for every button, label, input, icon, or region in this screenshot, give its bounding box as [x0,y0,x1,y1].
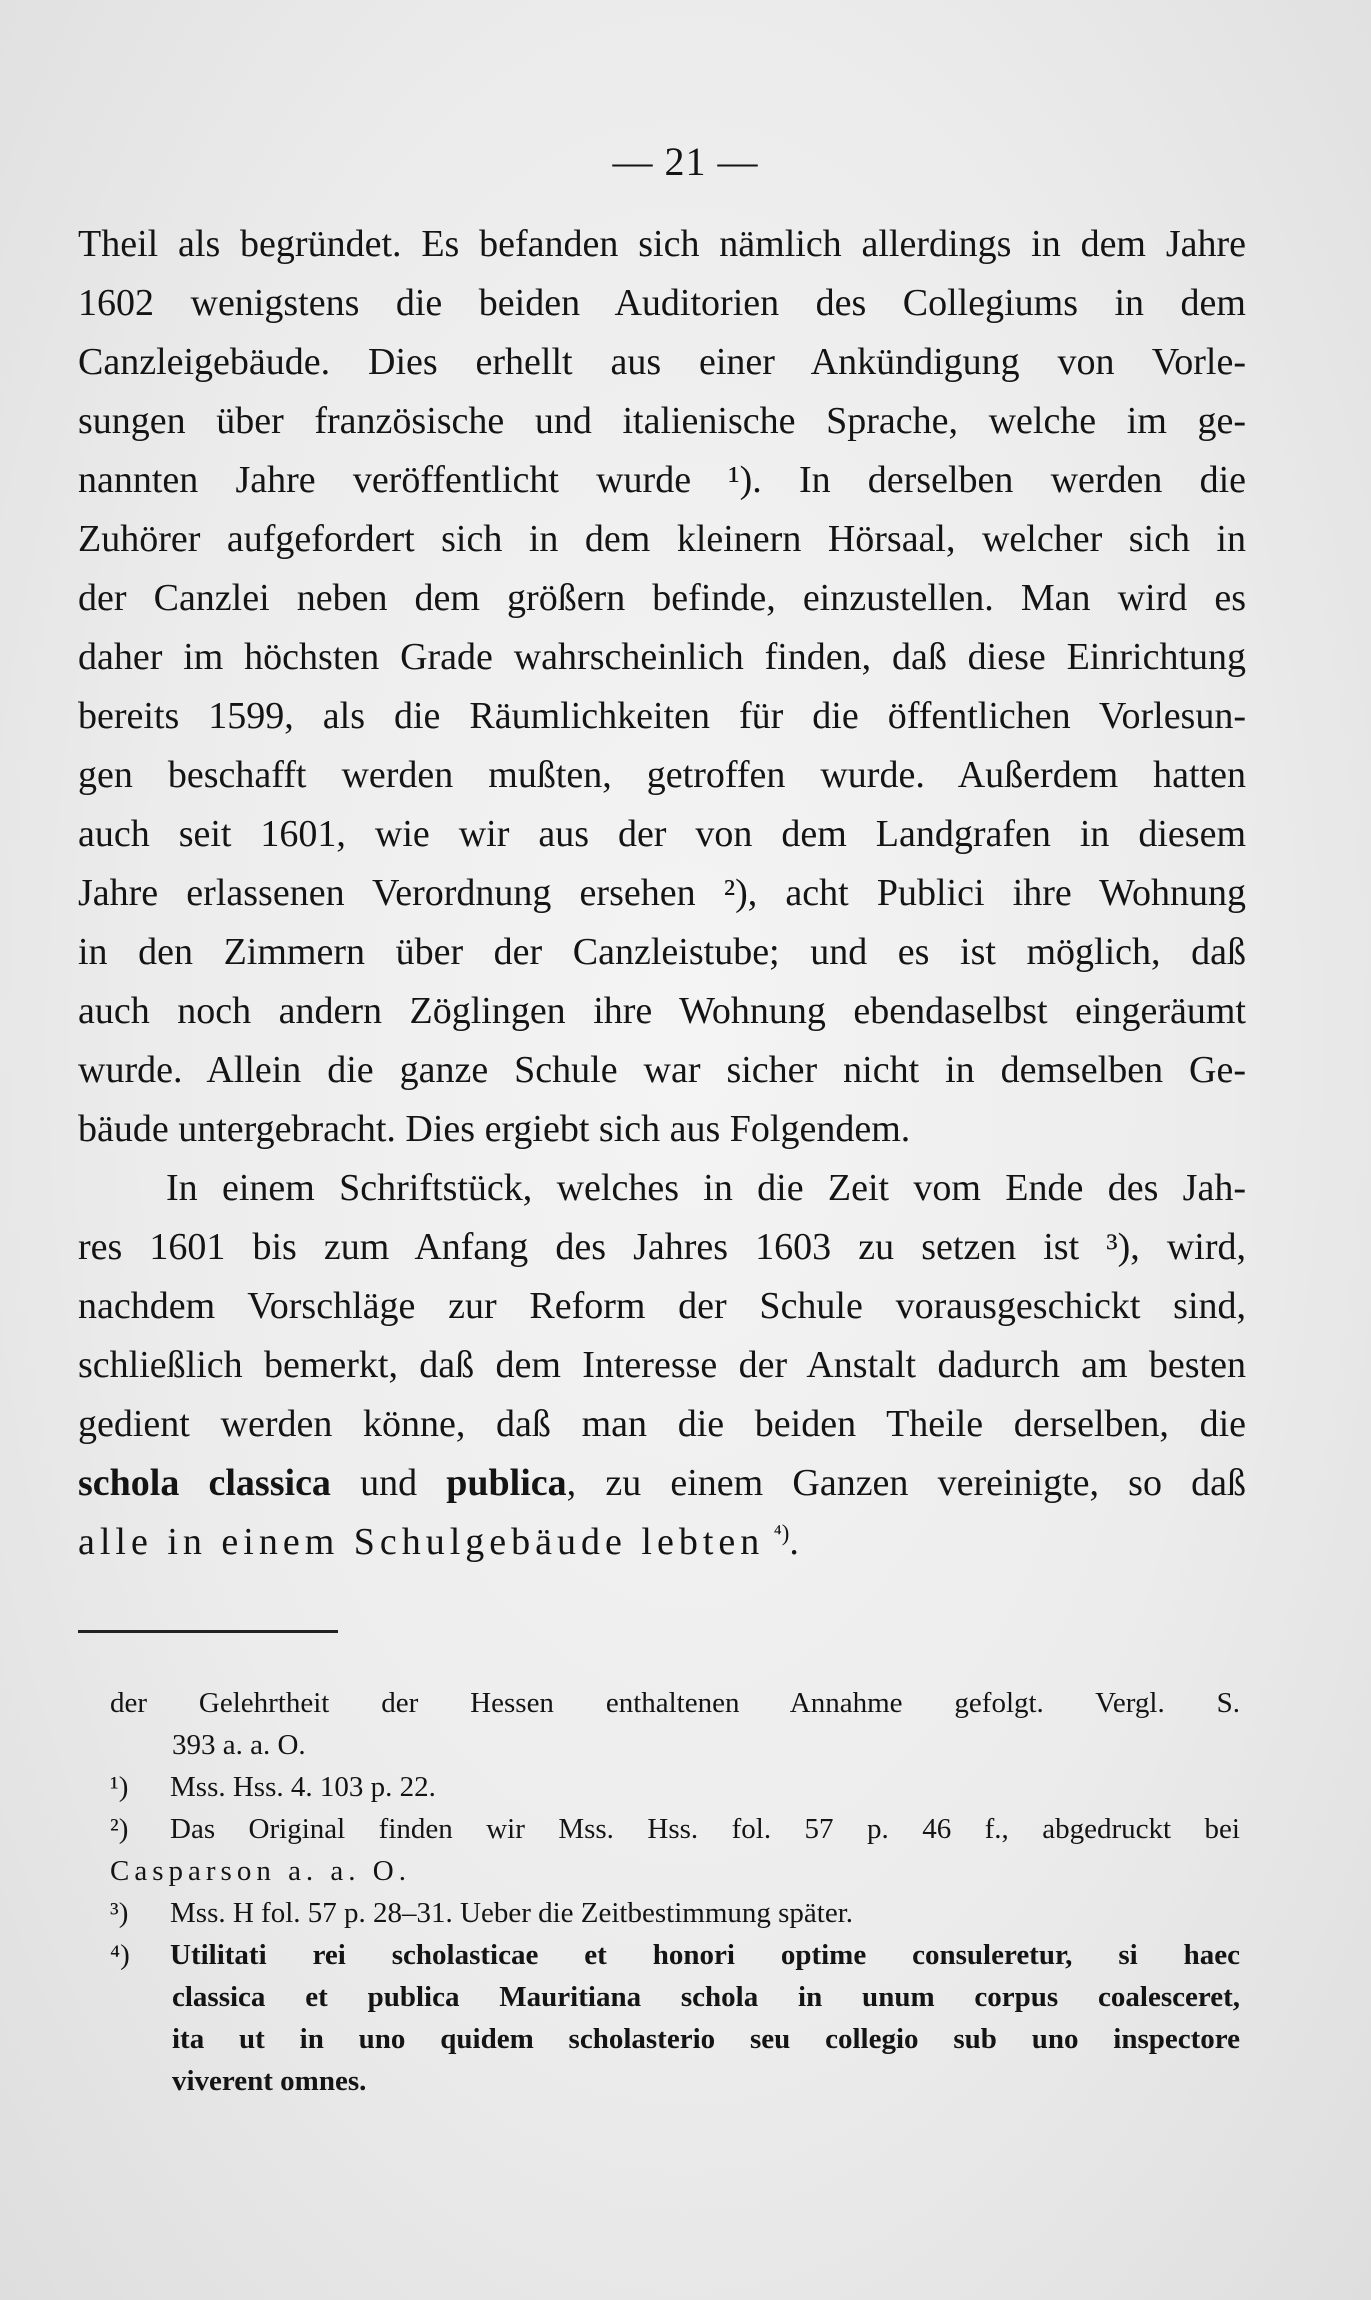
footnote-text: Mss. Hss. 4. 103 p. 22. [170,1771,436,1803]
footnote-mark: ²) [110,1813,129,1845]
text-line-final [78,1513,1246,1572]
footnote-mark: ³) [110,1897,129,1929]
text-line: Zuhörer aufgefordert sich in dem kleinern Hörsaal, welcher sich in [78,518,1246,560]
text-line-schola [78,1454,1246,1513]
footnote-text: Utilitati rei scholasticae et honori optime consuleretur, si haec [170,1939,1240,1971]
text-line: Theil als begründet. Es befanden sich nämlich allerdings in dem Jahre [78,223,1246,265]
spaced-emphasis: alle in einem Schulgebäude lebten [78,1521,765,1563]
footnote-mark: ⁴) [110,1939,130,1971]
text-line: daher im höchsten Grade wahrscheinlich finden, daß diese Einrichtung [78,636,1246,678]
text-line: in den Zimmern über der Canzleistube; und es ist möglich, daß [78,931,1246,973]
text-line: nannten Jahre veröffentlicht wurde ¹). In derselben werden die [78,459,1246,501]
text-line: Jahre erlassenen Verordnung ersehen ²), acht Publici ihre Wohnung [78,872,1246,914]
text-line: wurde. Allein die ganze Schule war sicher nicht in demselben Ge- [78,1049,1246,1091]
footnotes [110,1682,1240,2102]
bold-term-publica: publica [446,1462,567,1504]
bold-term-schola-classica: schola classica [78,1462,331,1504]
footnote-2 [110,1808,1240,1850]
text-line: Canzleigebäude. Dies erhellt aus einer Ankündigung von Vorle- [78,341,1246,383]
text-line: bereits 1599, als die Räumlichkeiten für die öffentlichen Vorlesun- [78,695,1246,737]
footnote-1 [110,1766,1240,1808]
text-line: auch noch andern Zöglingen ihre Wohnung ebendaselbst eingeräumt [78,990,1246,1032]
body-text [78,215,1246,1572]
footnote-3 [110,1892,1240,1934]
footnote-4-cont: viverent omnes. [172,2065,367,2097]
text-fragment: , zu einem Ganzen vereinigte, so daß [566,1462,1246,1504]
text-fragment: und [330,1462,447,1504]
text-line: der Canzlei neben dem größern befinde, einzustellen. Man wird es [78,577,1246,619]
text-line: gen beschafft werden mußten, getroffen wurde. Außerdem hatten [78,754,1246,796]
footnote-divider [78,1630,338,1633]
text-line: auch seit 1601, wie wir aus der von dem Landgrafen in diesem [78,813,1246,855]
text-line: sungen über französische und italienische Sprache, welche im ge- [78,400,1246,442]
text-line: res 1601 bis zum Anfang des Jahres 1603 zu setzen ist ³), wird, [78,1226,1246,1268]
footnote-carryover-cont: 393 a. a. O. [172,1729,306,1761]
footnote-text: Mss. H fol. 57 p. 28–31. Ueber die Zeitbestimmung später. [170,1897,854,1929]
footnote-4 [110,1934,1240,1976]
footnote-ref-4: ⁴) [773,1520,790,1546]
footnote-4-cont: ita ut in uno quidem scholasterio seu collegio sub uno inspectore [172,2023,1240,2055]
footnote-carryover: der Gelehrtheit der Hessen enthaltenen Annahme gefolgt. Vergl. S. [110,1687,1240,1719]
text-fragment: . [789,1521,799,1563]
footnote-text: Das Original finden wir Mss. Hss. fol. 57 p. 46 f., abgedruckt bei [170,1813,1240,1845]
text-line: gedient werden könne, daß man die beiden Theile derselben, die [78,1403,1246,1445]
text-line-paragraph-start: In einem Schriftstück, welches in die Zeit vom Ende des Jah- [166,1167,1246,1209]
text-line: schließlich bemerkt, daß dem Interesse der Anstalt dadurch am besten [78,1344,1246,1386]
footnote-mark: ¹) [110,1771,129,1803]
text-line: nachdem Vorschläge zur Reform der Schule vorausgeschickt sind, [78,1285,1246,1327]
footnote-4-cont: classica et publica Mauritiana schola in unum corpus coalesceret, [172,1981,1240,2013]
page-number: — 21 — [612,139,759,184]
footnote-2-cont: Casparson a. a. O. [110,1855,412,1887]
text-line-paragraph-end: bäude untergebracht. Dies ergiebt sich aus Folgendem. [78,1108,911,1150]
text-line: 1602 wenigstens die beiden Auditorien des Collegiums in dem [78,282,1246,324]
